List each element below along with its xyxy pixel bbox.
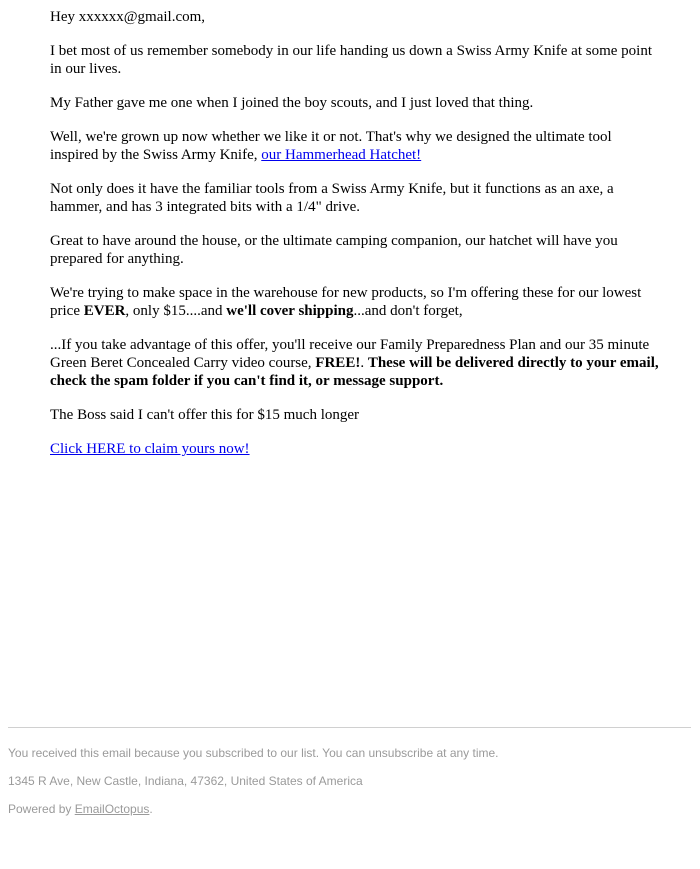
offer-text-end: ...and don't forget, — [353, 303, 463, 319]
powered-by-prefix: Powered by — [8, 802, 75, 816]
sender-address: 1345 R Ave, New Castle, Indiana, 47362, United States of America — [8, 774, 363, 788]
powered-by — [8, 802, 691, 816]
offer-text-shipping: we'll cover shipping — [226, 303, 354, 319]
subscription-notice: You received this email because you subscribed to our list. You can unsubscribe at any time. — [8, 746, 499, 760]
email-footer — [8, 746, 691, 830]
bonus-text-sep: . — [360, 355, 368, 371]
bonus-text-delivery: These will be delivered directly to your email, check the spam folder if you can't find it, or message support. — [50, 355, 659, 389]
paragraph-product-intro — [50, 128, 660, 164]
greeting: Hey xxxxxx@gmail.com, — [50, 9, 206, 25]
paragraph-product-intro-text: Well, we're grown up now whether we like it or not. That's why we designed the ultimate tool inspired by the Swiss Army Knife, — [50, 129, 612, 163]
bonus-text-a: ...If you take advantage of this offer, you'll receive our Family Preparedness Plan and our 35 minute Green Beret Concealed Carry video course, — [50, 337, 650, 371]
paragraph-offer — [50, 284, 660, 320]
paragraph-bonus — [50, 336, 660, 390]
emailoctopus-link[interactable]: EmailOctopus — [74, 802, 150, 816]
powered-by-suffix: . — [149, 802, 153, 816]
claim-now-link[interactable]: Click HERE to claim yours now! — [50, 441, 250, 457]
footer-divider — [8, 727, 691, 728]
bonus-text-free: FREE! — [315, 355, 361, 371]
email-body — [50, 0, 660, 474]
paragraph-father-story: My Father gave me one when I joined the boy scouts, and I just loved that thing. — [50, 95, 534, 111]
paragraph-camping: Great to have around the house, or the ultimate camping companion, our hatchet will have you prepared for anything. — [50, 233, 618, 267]
paragraph-swiss-army-memory: I bet most of us remember somebody in our life handing us down a Swiss Army Knife at some point in our lives. — [50, 43, 652, 77]
paragraph-urgency: The Boss said I can't offer this for $15 much longer — [50, 407, 360, 423]
paragraph-features: Not only does it have the familiar tools from a Swiss Army Knife, but it functions as an axe, a hammer, and has 3 integrated bits with a 1/4" drive. — [50, 181, 614, 215]
offer-text-ever: EVER — [83, 303, 126, 319]
cta-paragraph — [50, 440, 660, 458]
offer-text-a: We're trying to make space in the warehouse for new products, so I'm offering these for our lowest price — [50, 285, 642, 319]
hammerhead-hatchet-link[interactable]: our Hammerhead Hatchet! — [261, 147, 422, 163]
offer-text-price: , only $15....and — [125, 303, 227, 319]
